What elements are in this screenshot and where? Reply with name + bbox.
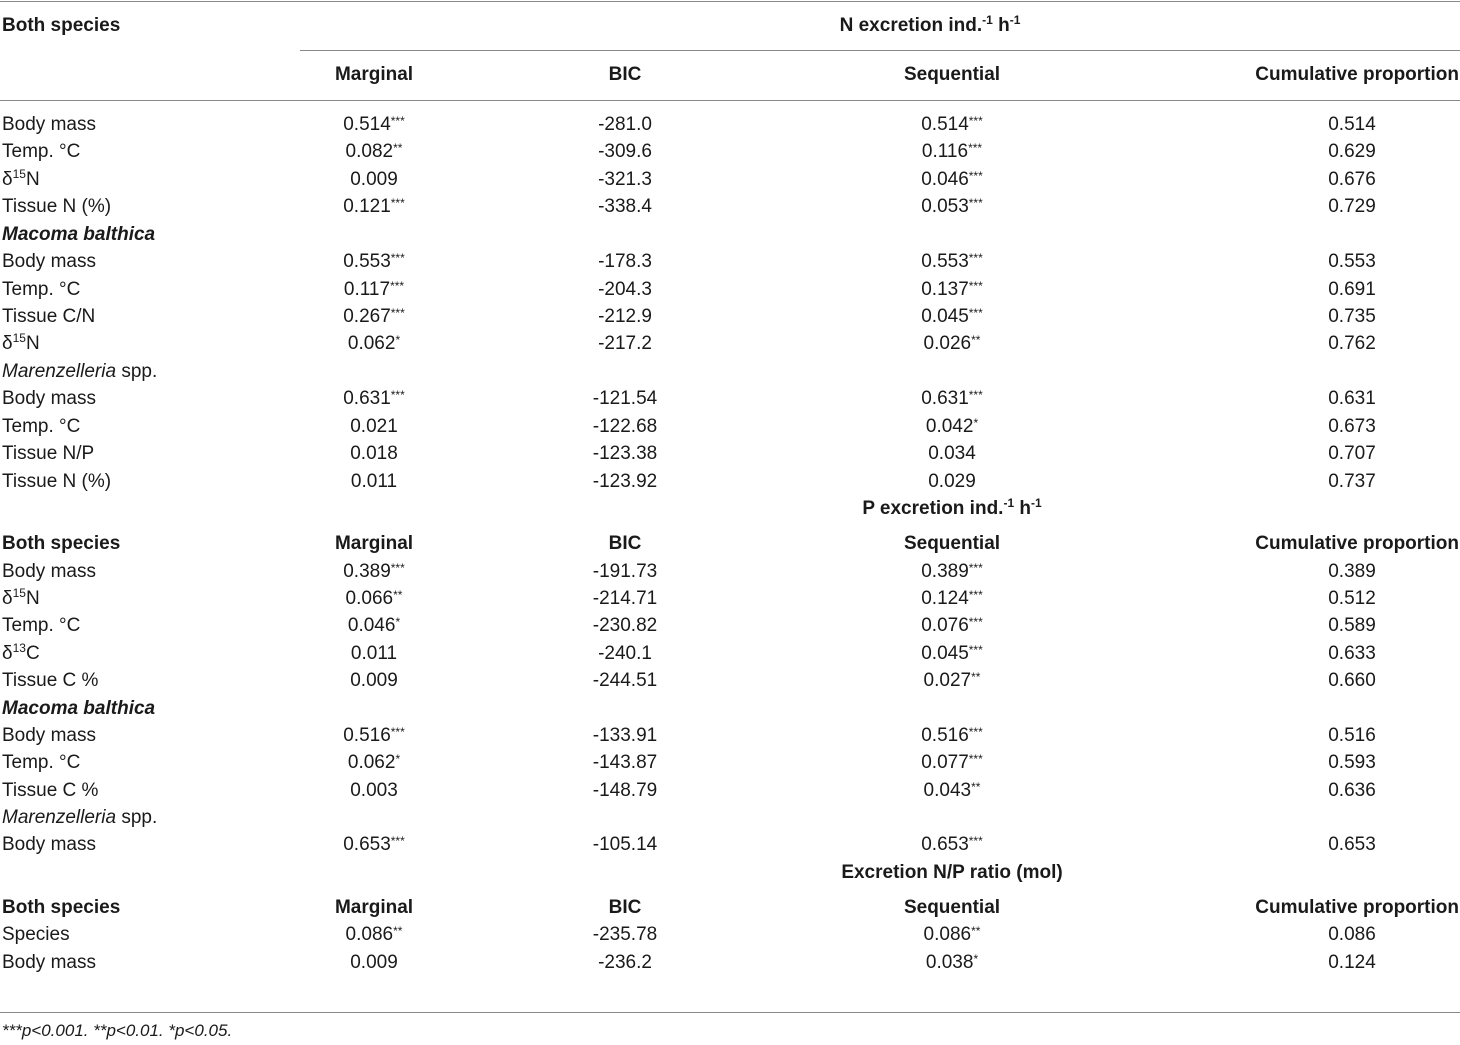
row-label: Tissue N (%)	[2, 471, 112, 492]
group-underline	[300, 50, 1460, 51]
bic-cell: -230.82	[592, 615, 658, 636]
bic-cell: -121.54	[592, 388, 658, 409]
row-label: $\delta^{13}C$	[2, 641, 40, 664]
row-label: Temp. °C	[2, 279, 81, 300]
cumulative-cell: 0.729	[1328, 196, 1376, 217]
bic-cell: -321.3	[598, 169, 652, 190]
cumulative-cell: 0.124	[1328, 952, 1376, 973]
subheader-first: Both species	[2, 897, 121, 918]
sequential-cell: 0.389***	[921, 561, 983, 582]
bic-cell: -236.2	[598, 952, 652, 973]
cumulative-cell: 0.735	[1328, 306, 1376, 327]
bic-cell: -122.68	[592, 416, 658, 437]
cumulative-cell: 0.516	[1328, 725, 1376, 746]
col-header-bic: BIC	[608, 64, 642, 85]
marginal-cell: 0.062*	[347, 333, 401, 354]
row-label: Species	[2, 924, 70, 945]
row-label: $\delta^{15}N$	[2, 331, 40, 354]
cumulative-cell: 0.589	[1328, 615, 1376, 636]
cumulative-cell: 0.762	[1328, 333, 1376, 354]
sequential-cell: 0.077***	[921, 752, 983, 773]
bic-cell: -123.92	[592, 471, 658, 492]
sequential-cell: 0.653***	[921, 834, 983, 855]
bic-cell: -191.73	[592, 561, 658, 582]
sequential-cell: 0.124***	[921, 588, 983, 609]
col-header-marginal: Marginal	[334, 64, 414, 85]
marginal-cell: 0.086**	[345, 924, 403, 945]
bic-cell: -240.1	[598, 643, 652, 664]
row-label: Temp. °C	[2, 416, 81, 437]
sequential-cell: 0.116***	[921, 141, 983, 162]
cumulative-cell: 0.086	[1328, 924, 1376, 945]
marginal-cell: 0.066**	[345, 588, 403, 609]
marginal-cell: 0.631***	[343, 388, 405, 409]
row-label: Tissue C %	[2, 780, 99, 801]
cumulative-cell: 0.653	[1328, 834, 1376, 855]
row-label: Temp. °C	[2, 615, 81, 636]
row-label: Body mass	[2, 251, 96, 272]
top-rule	[0, 1, 1460, 2]
sequential-cell: 0.038*	[925, 952, 979, 973]
marginal-cell: 0.389***	[343, 561, 405, 582]
col-header-cumulative: Cumulative proportion	[1255, 897, 1459, 918]
col-header-sequential: Sequential	[903, 897, 1001, 918]
bic-cell: -214.71	[592, 588, 658, 609]
sequential-cell: 0.046***	[921, 169, 983, 190]
first-column-header: Both species	[2, 15, 121, 36]
cumulative-cell: 0.737	[1328, 471, 1376, 492]
cumulative-cell: 0.389	[1328, 561, 1376, 582]
sequential-cell: 0.553***	[921, 251, 983, 272]
col-header-bic: BIC	[608, 897, 642, 918]
col-header-cumulative: Cumulative proportion	[1255, 533, 1459, 554]
bic-cell: -212.9	[598, 306, 652, 327]
marginal-cell: 0.267***	[343, 306, 405, 327]
cumulative-cell: 0.512	[1328, 588, 1376, 609]
cumulative-cell: 0.636	[1328, 780, 1376, 801]
bic-cell: -148.79	[592, 780, 658, 801]
subheader-first: Both species	[2, 533, 121, 554]
col-header-sequential: Sequential	[903, 64, 1001, 85]
bic-cell: -244.51	[592, 670, 658, 691]
col-header-cumulative: Cumulative proportion	[1255, 64, 1459, 85]
cumulative-cell: 0.633	[1328, 643, 1376, 664]
cumulative-cell: 0.673	[1328, 416, 1376, 437]
col-header-sequential: Sequential	[903, 533, 1001, 554]
group-title-n-excretion: N excretion ind.$^{-1}$ $h^{-1}$	[839, 13, 1021, 36]
marginal-cell: 0.018	[350, 443, 398, 464]
cumulative-cell: 0.593	[1328, 752, 1376, 773]
species-label: Macoma balthica	[2, 224, 156, 245]
header-rule	[0, 100, 1460, 101]
marginal-cell: 0.021	[350, 416, 398, 437]
species-label: Marenzelleria spp.	[2, 361, 158, 382]
group-title: P excretion ind.$^{-1}$ $h^{-1}$	[862, 496, 1042, 519]
species-label: Marenzelleria spp.	[2, 807, 158, 828]
marginal-cell: 0.003	[350, 780, 398, 801]
col-header-marginal: Marginal	[334, 533, 414, 554]
row-label: Temp. °C	[2, 752, 81, 773]
marginal-cell: 0.009	[350, 169, 398, 190]
row-label: Body mass	[2, 388, 96, 409]
marginal-cell: 0.514***	[343, 114, 405, 135]
sequential-cell: 0.514***	[921, 114, 983, 135]
marginal-cell: 0.011	[350, 643, 398, 664]
bic-cell: -217.2	[598, 333, 652, 354]
row-label: $\delta^{15}N$	[2, 586, 40, 609]
sequential-cell: 0.516***	[921, 725, 983, 746]
col-header-bic: BIC	[608, 533, 642, 554]
sequential-cell: 0.034	[928, 443, 976, 464]
row-label: Body mass	[2, 725, 96, 746]
bic-cell: -338.4	[598, 196, 652, 217]
sequential-cell: 0.045***	[921, 643, 983, 664]
bic-cell: -143.87	[592, 752, 658, 773]
bic-cell: -281.0	[598, 114, 652, 135]
marginal-cell: 0.009	[350, 952, 398, 973]
marginal-cell: 0.046*	[347, 615, 401, 636]
species-label: Macoma balthica	[2, 698, 156, 719]
significance-footnote: ***p<0.001. **p<0.01. *p<0.05.	[2, 1021, 233, 1040]
bottom-rule	[0, 1012, 1460, 1013]
sequential-cell: 0.631***	[921, 388, 983, 409]
sequential-cell: 0.053***	[921, 196, 983, 217]
bic-cell: -204.3	[598, 279, 652, 300]
cumulative-cell: 0.514	[1328, 114, 1376, 135]
row-label: $\delta^{15}N$	[2, 167, 40, 190]
sequential-cell: 0.076***	[921, 615, 983, 636]
row-label: Body mass	[2, 114, 96, 135]
row-label: Tissue C/N	[2, 306, 96, 327]
bic-cell: -123.38	[592, 443, 658, 464]
marginal-cell: 0.553***	[343, 251, 405, 272]
bic-cell: -178.3	[598, 251, 652, 272]
marginal-cell: 0.011	[350, 471, 398, 492]
marginal-cell: 0.062*	[347, 752, 401, 773]
cumulative-cell: 0.553	[1328, 251, 1376, 272]
marginal-cell: 0.516***	[343, 725, 405, 746]
cumulative-cell: 0.676	[1328, 169, 1376, 190]
marginal-cell: 0.082**	[345, 141, 403, 162]
row-label: Body mass	[2, 561, 96, 582]
sequential-cell: 0.043**	[923, 780, 981, 801]
row-label: Tissue N/P	[2, 443, 95, 464]
sequential-cell: 0.042*	[925, 416, 979, 437]
cumulative-cell: 0.660	[1328, 670, 1376, 691]
marginal-cell: 0.009	[350, 670, 398, 691]
bic-cell: -133.91	[592, 725, 658, 746]
row-label: Temp. °C	[2, 141, 81, 162]
row-label: Body mass	[2, 834, 96, 855]
cumulative-cell: 0.707	[1328, 443, 1376, 464]
row-label: Tissue N (%)	[2, 196, 112, 217]
sequential-cell: 0.029	[928, 471, 976, 492]
group-title: Excretion N/P ratio (mol)	[841, 862, 1063, 883]
bic-cell: -235.78	[592, 924, 658, 945]
row-label: Body mass	[2, 952, 96, 973]
cumulative-cell: 0.691	[1328, 279, 1376, 300]
sequential-cell: 0.027**	[923, 670, 981, 691]
bic-cell: -309.6	[598, 141, 652, 162]
marginal-cell: 0.653***	[343, 834, 405, 855]
bic-cell: -105.14	[592, 834, 658, 855]
marginal-cell: 0.117***	[343, 279, 405, 300]
cumulative-cell: 0.629	[1328, 141, 1376, 162]
marginal-cell: 0.121***	[343, 196, 405, 217]
sequential-cell: 0.026**	[923, 333, 981, 354]
col-header-marginal: Marginal	[334, 897, 414, 918]
sequential-cell: 0.086**	[923, 924, 981, 945]
row-label: Tissue C %	[2, 670, 99, 691]
sequential-cell: 0.045***	[921, 306, 983, 327]
cumulative-cell: 0.631	[1328, 388, 1376, 409]
sequential-cell: 0.137***	[921, 279, 983, 300]
